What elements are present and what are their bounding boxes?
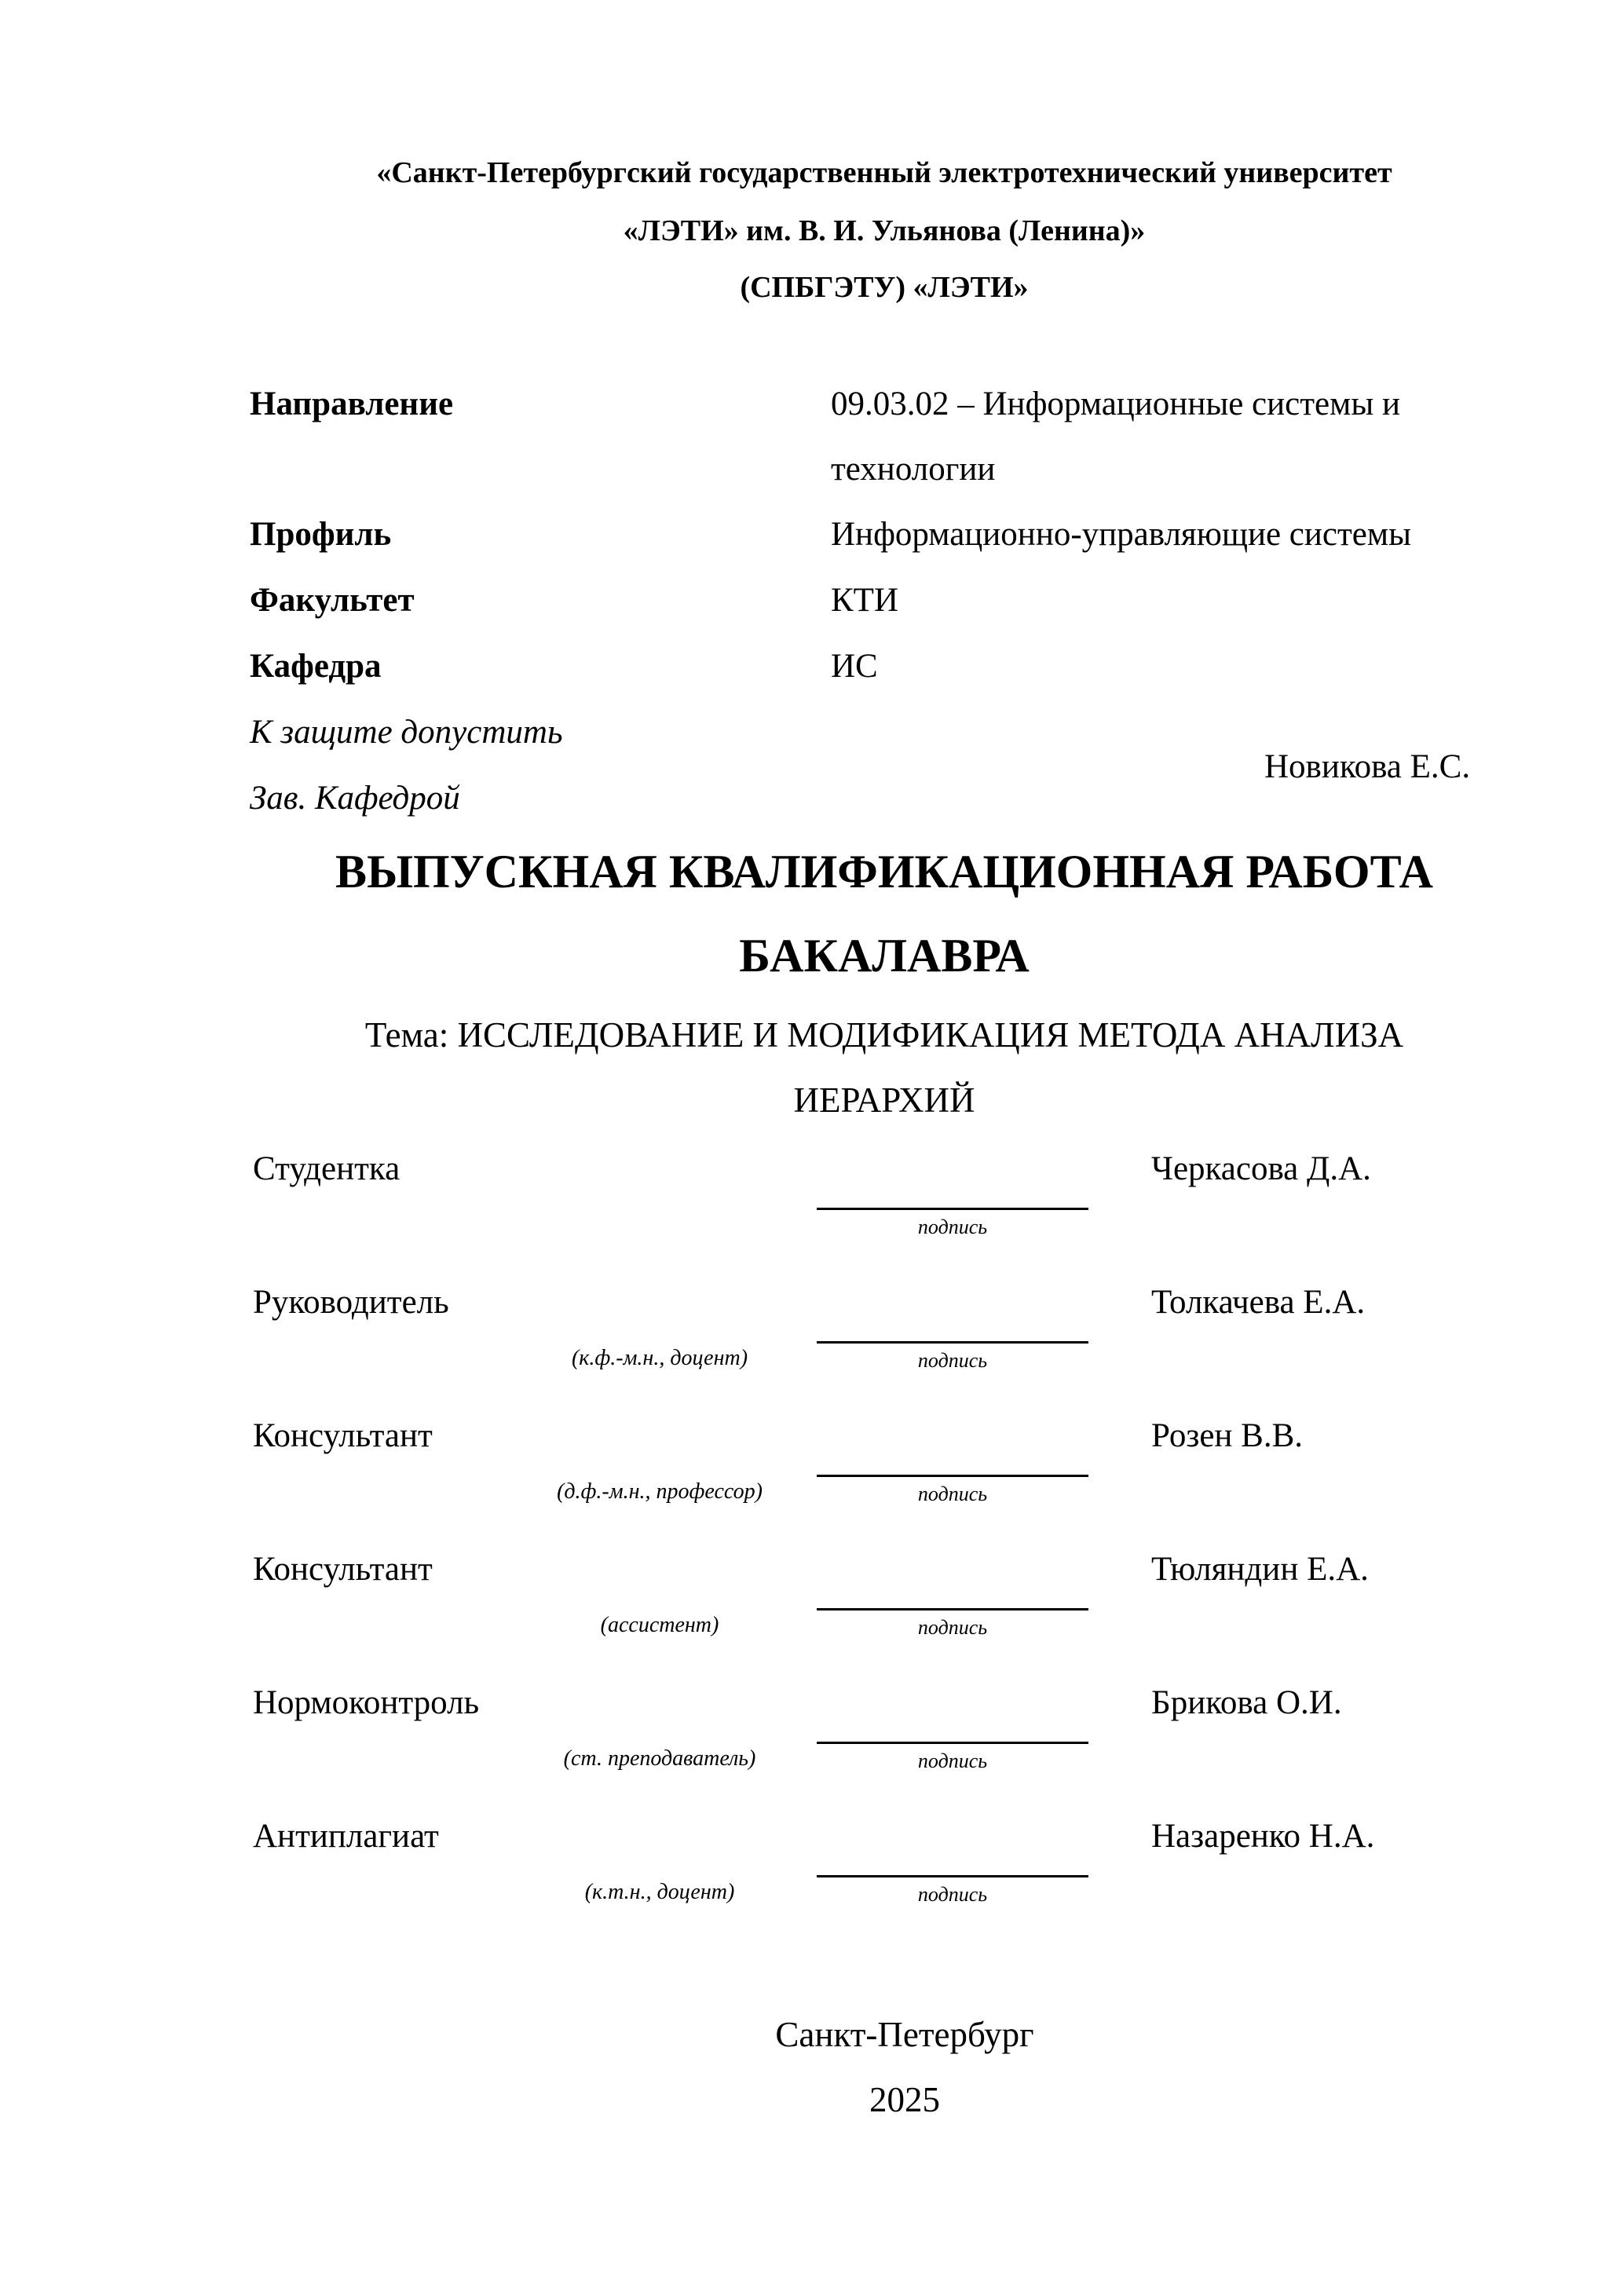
signature-line[interactable] — [817, 1608, 1088, 1610]
signature-caption: подпись — [917, 1749, 988, 1772]
signature-role: Руководитель — [253, 1284, 449, 1321]
signature-person-name: Тюляндин Е.А. — [1151, 1551, 1369, 1588]
signature-line[interactable] — [817, 1875, 1088, 1877]
signature-line[interactable] — [817, 1475, 1088, 1477]
signature-degree: (к.ф.-м.н., доцент) — [571, 1346, 748, 1370]
faculty-label: Факультет — [250, 582, 415, 619]
footer-city: Санкт-Петербург — [775, 2015, 1034, 2054]
signature-line[interactable] — [817, 1208, 1088, 1210]
signature-line[interactable] — [817, 1341, 1088, 1344]
profile-label: Профиль — [250, 516, 392, 553]
approval-line-2: Зав. Кафедрой — [250, 780, 460, 817]
signature-person-name: Назаренко Н.А. — [1151, 1818, 1375, 1855]
direction-value-line-1: 09.03.02 – Информационные системы и — [831, 386, 1400, 422]
signature-degree: (д.ф.-м.н., профессор) — [557, 1479, 763, 1504]
direction-value-line-2: технологии — [831, 451, 996, 488]
university-abbreviation: (СПБГЭТУ) «ЛЭТИ» — [740, 271, 1029, 304]
signature-caption: подпись — [917, 1616, 988, 1639]
signature-role: Консультант — [253, 1551, 433, 1588]
profile-value: Информационно-управляющие системы — [831, 516, 1411, 553]
university-name-line-2: «ЛЭТИ» им. В. И. Ульянова (Ленина)» — [623, 214, 1146, 247]
signature-degree: (ассистент) — [600, 1613, 719, 1637]
signature-line[interactable] — [817, 1742, 1088, 1744]
signature-role: Нормоконтроль — [253, 1684, 480, 1721]
university-name-line-1: «Санкт-Петербургский государственный электротехнический университет — [376, 156, 1392, 189]
signature-degree: (ст. преподаватель) — [563, 1746, 756, 1771]
signature-caption: подпись — [917, 1883, 988, 1906]
signature-role: Студентка — [253, 1150, 401, 1187]
head-of-department-name: Новикова Е.С. — [1264, 748, 1471, 785]
signature-person-name: Розен В.В. — [1151, 1417, 1304, 1454]
signature-role: Антиплагиат — [253, 1818, 439, 1855]
department-label: Кафедра — [250, 648, 382, 685]
department-value: ИС — [831, 648, 878, 685]
document-title-line-1: ВЫПУСКНАЯ КВАЛИФИКАЦИОННАЯ РАБОТА — [335, 846, 1433, 898]
faculty-value: КТИ — [831, 582, 898, 619]
approval-line-1: К защите допустить — [250, 714, 563, 751]
signature-person-name: Толкачева Е.А. — [1151, 1284, 1366, 1321]
topic-line-1: Тема: ИССЛЕДОВАНИЕ И МОДИФИКАЦИЯ МЕТОДА АНАЛИЗА — [364, 1015, 1404, 1055]
direction-label: Направление — [250, 386, 454, 422]
signature-role: Консультант — [253, 1417, 433, 1454]
signature-person-name: Брикова О.И. — [1151, 1684, 1342, 1721]
signature-caption: подпись — [917, 1216, 988, 1238]
signature-person-name: Черкасова Д.А. — [1151, 1150, 1371, 1187]
signature-degree: (к.т.н., доцент) — [584, 1880, 735, 1904]
signature-caption: подпись — [917, 1349, 988, 1372]
signature-caption: подпись — [917, 1483, 988, 1505]
topic-line-2: ИЕРАРХИЙ — [793, 1080, 975, 1120]
document-title-line-2: БАКАЛАВРА — [739, 930, 1030, 982]
footer-year: 2025 — [869, 2080, 940, 2119]
